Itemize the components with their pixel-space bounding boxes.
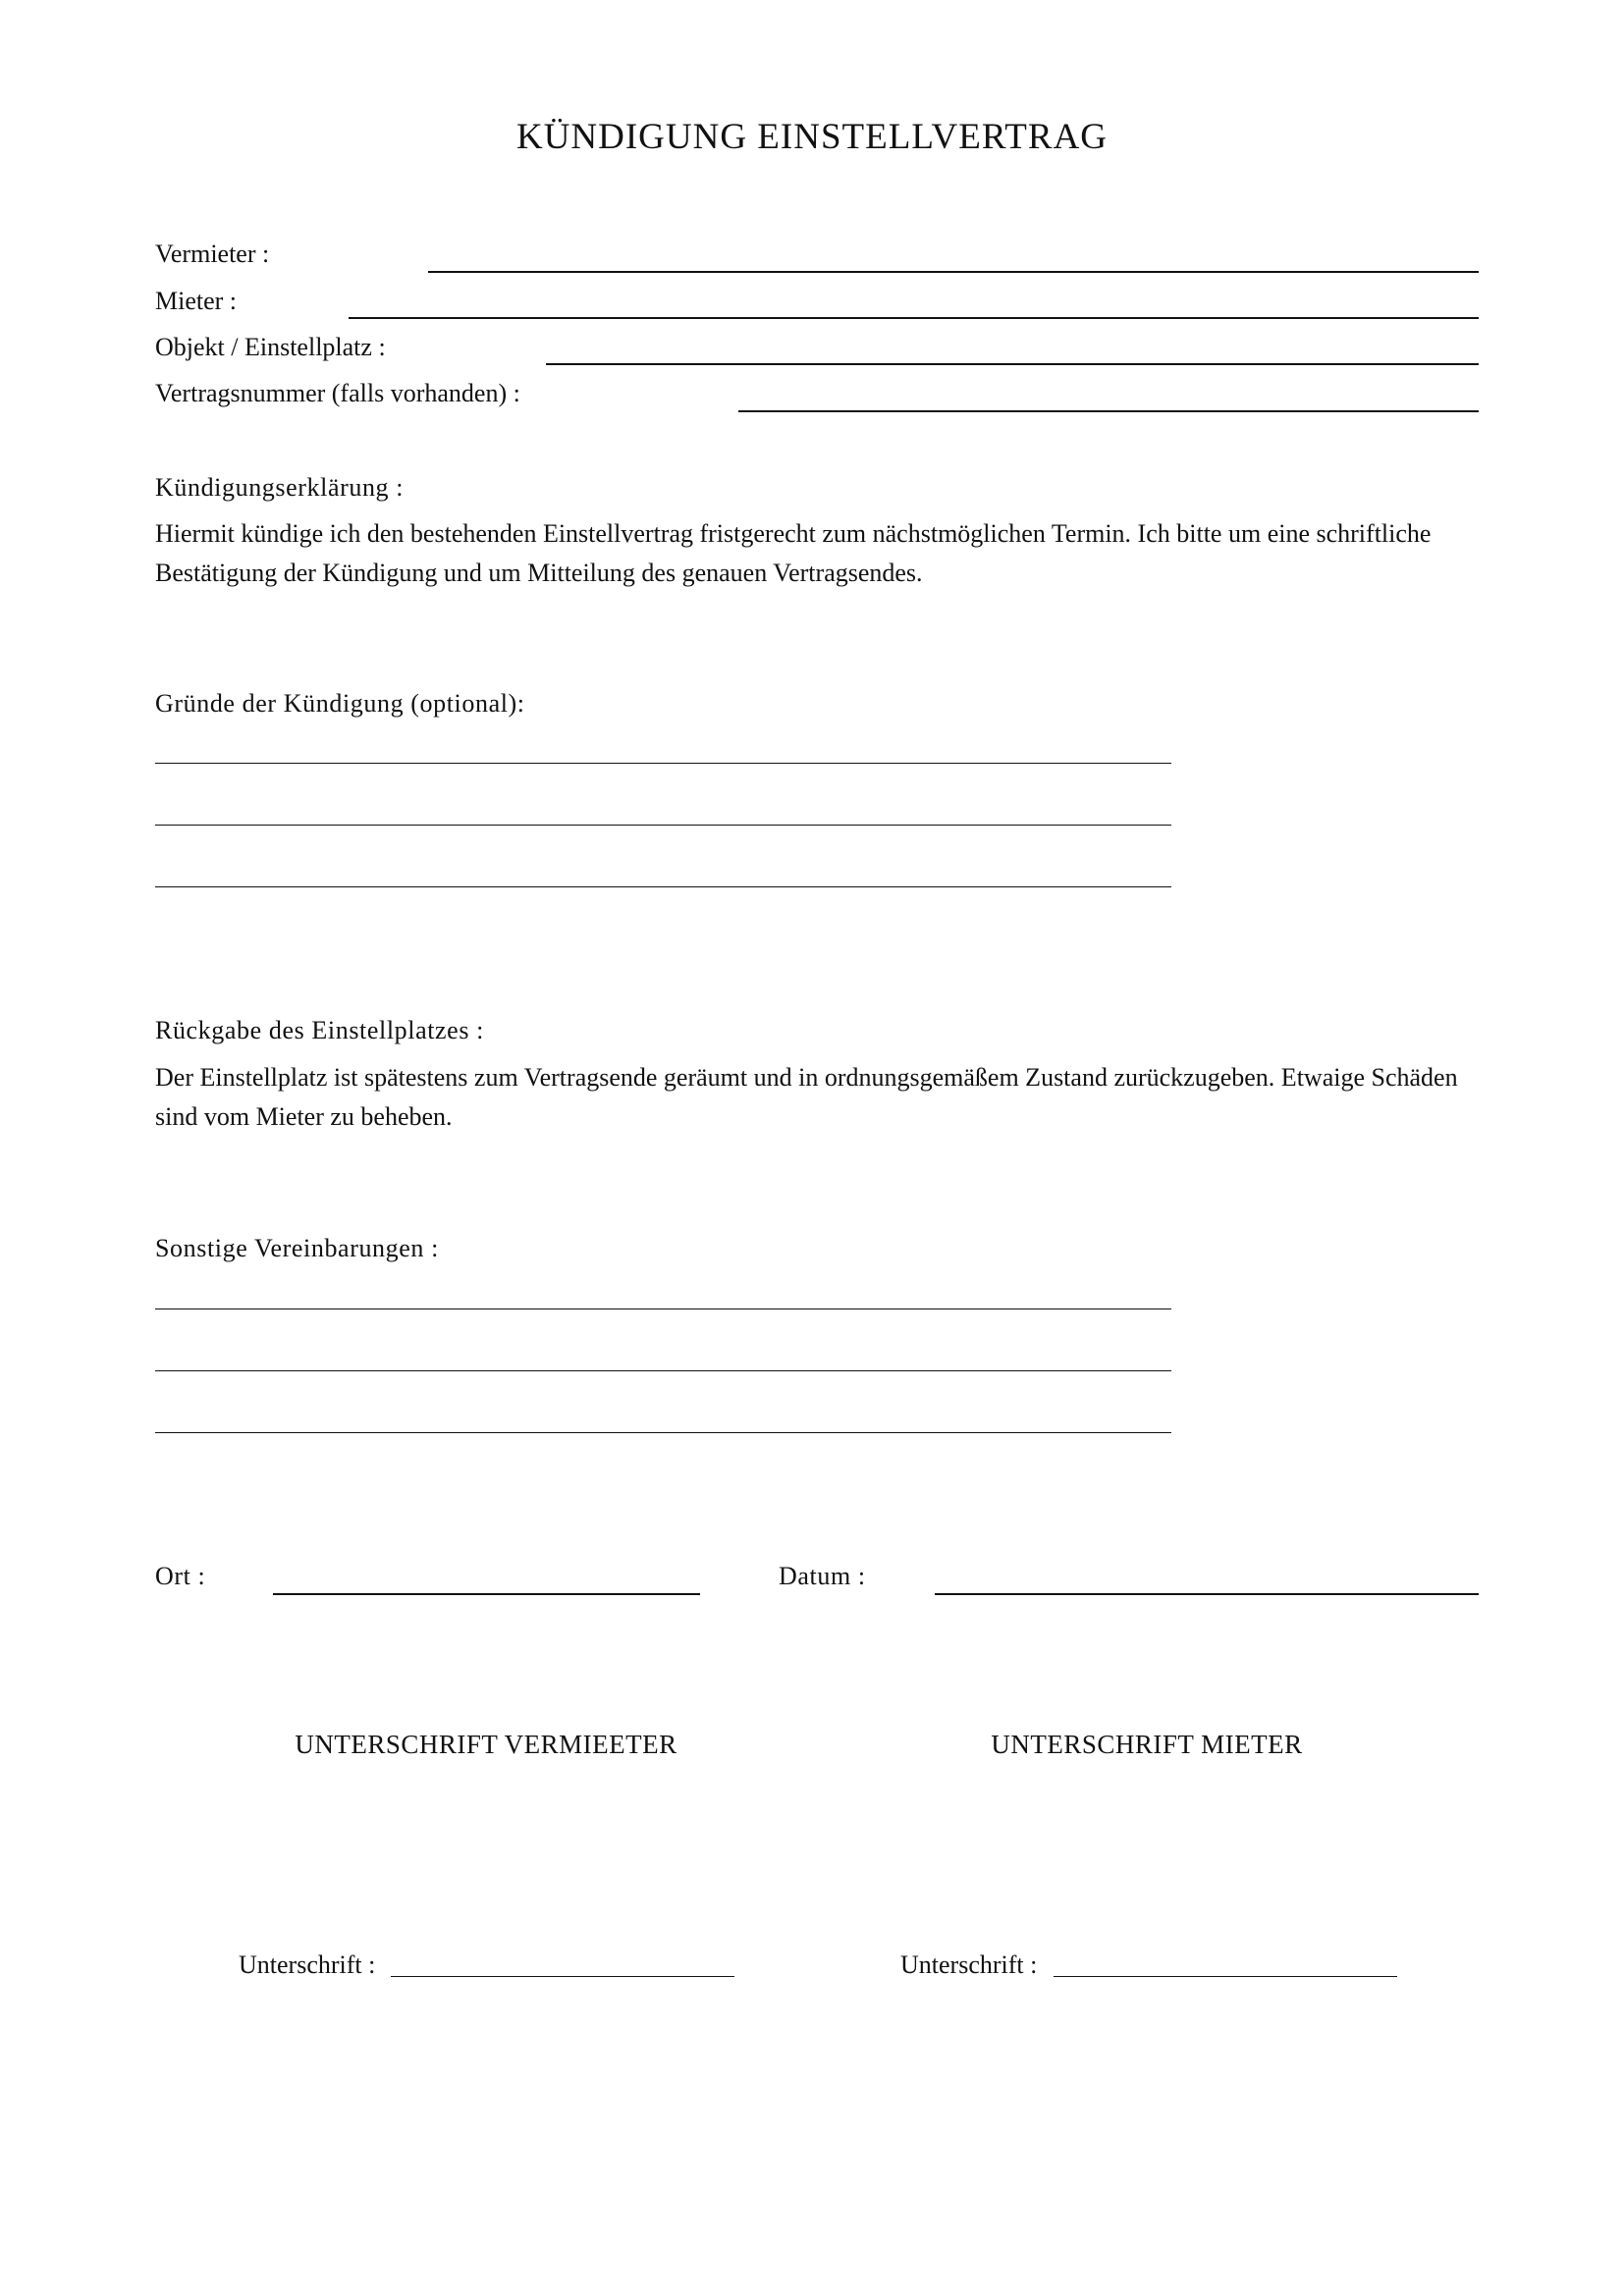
rueckgabe-text: Der Einstellplatz ist spätestens zum Vertragsende geräumt und in ordnungsgemäßem Zustand zurückzugeben. Etwaige Schäden sind vom Mieter zu beheben. bbox=[155, 1063, 1458, 1131]
signature-line-vermieter[interactable] bbox=[391, 1976, 734, 1977]
mieter-label: Mieter : bbox=[155, 287, 238, 315]
gruende-line-1[interactable] bbox=[155, 763, 1171, 764]
objekt-label: Objekt / Einstellplatz : bbox=[155, 333, 386, 361]
vermieter-label: Vermieter : bbox=[155, 240, 270, 268]
vermieter-line[interactable] bbox=[428, 271, 1479, 273]
signature-label-vermieter: Unterschrift : bbox=[239, 1950, 376, 1979]
datum-label: Datum : bbox=[779, 1562, 866, 1590]
kuendigung-heading: Kündigungserklärung : bbox=[155, 473, 405, 502]
sonstige-line-1[interactable] bbox=[155, 1308, 1171, 1309]
mieter-line[interactable] bbox=[349, 317, 1479, 319]
gruende-line-3[interactable] bbox=[155, 886, 1171, 887]
signature-line-mieter[interactable] bbox=[1054, 1976, 1397, 1977]
gruende-heading: Gründe der Kündigung (optional): bbox=[155, 689, 525, 718]
signature-heading-mieter: UNTERSCHRIFT MIETER bbox=[991, 1730, 1303, 1759]
sonstige-line-2[interactable] bbox=[155, 1370, 1171, 1371]
rueckgabe-heading: Rückgabe des Einstellplatzes : bbox=[155, 1016, 484, 1044]
vertragsnummer-line[interactable] bbox=[738, 410, 1479, 412]
datum-line[interactable] bbox=[935, 1593, 1479, 1595]
kuendigung-text: Hiermit kündige ich den bestehenden Einstellvertrag fristgerecht zum nächstmöglichen Termin. Ich bitte um eine schriftliche Bestätigung der Kündigung und um Mitteilung des genauen Vertragsendes. bbox=[155, 519, 1432, 587]
sonstige-line-3[interactable] bbox=[155, 1432, 1171, 1433]
signature-heading-vermieter: UNTERSCHRIFT VERMIEETER bbox=[295, 1730, 677, 1759]
gruende-line-2[interactable] bbox=[155, 825, 1171, 826]
ort-line[interactable] bbox=[273, 1593, 700, 1595]
vertragsnummer-label: Vertragsnummer (falls vorhanden) : bbox=[155, 379, 520, 407]
signature-label-mieter: Unterschrift : bbox=[900, 1950, 1038, 1979]
objekt-line[interactable] bbox=[546, 363, 1479, 365]
sonstige-heading: Sonstige Vereinbarungen : bbox=[155, 1234, 439, 1262]
document-title: KÜNDIGUNG EINSTELLVERTRAG bbox=[515, 117, 1109, 157]
ort-label: Ort : bbox=[155, 1562, 206, 1590]
